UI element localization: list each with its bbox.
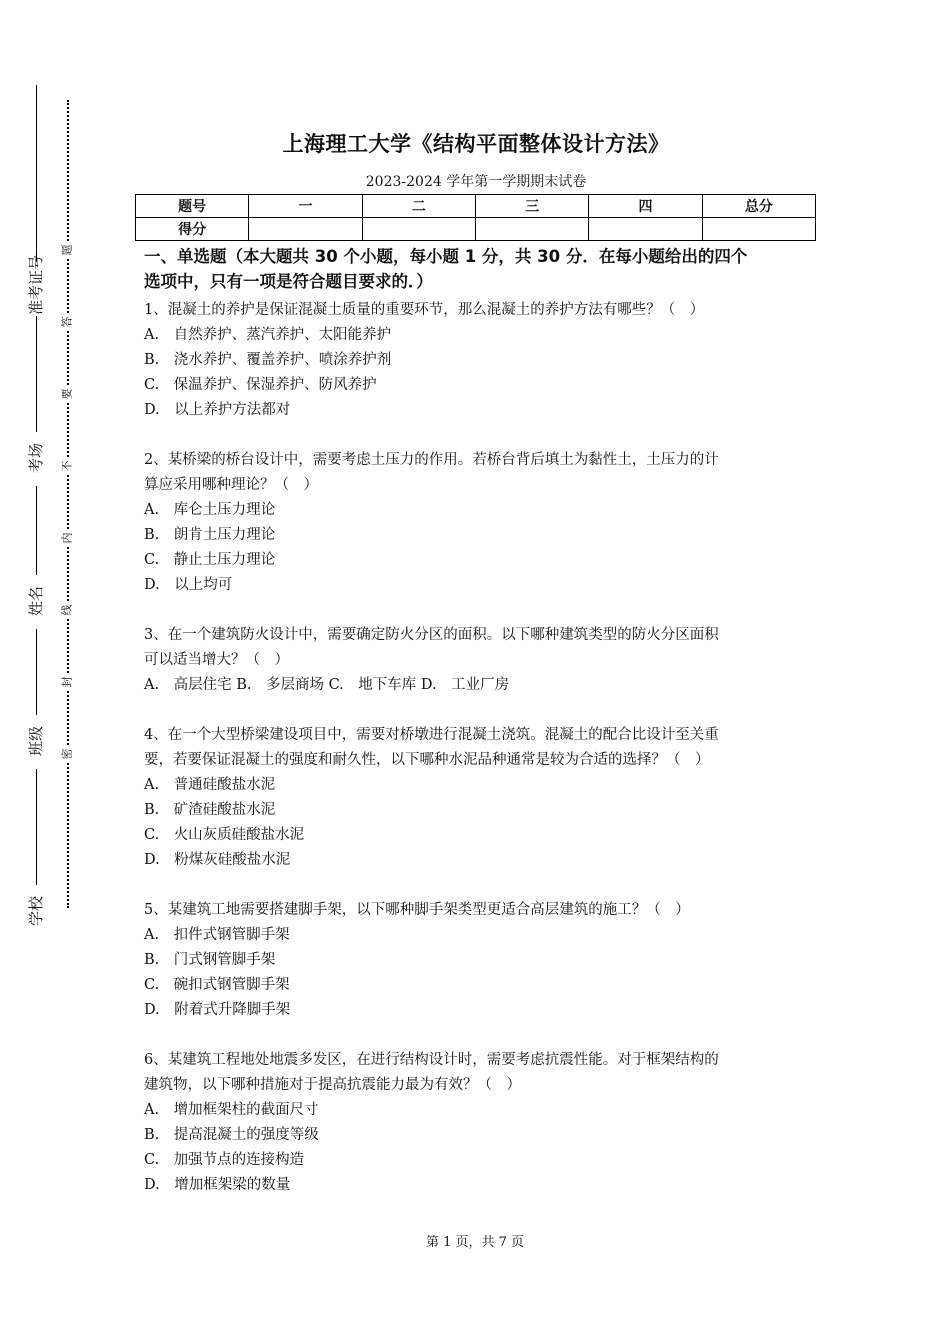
score-cell: 一 [249,195,362,218]
question-2 [144,448,814,598]
section-heading-line: 一、单选题（本大题共 30 个小题，每小题 1 分，共 30 分．在每小题给出的四个 [144,247,748,266]
score-input-cell[interactable] [249,218,362,241]
question-stem: 4、在一个大型桥梁建设项目中，需要对桥墩进行混凝土浇筑。混凝土的配合比设计至关重 [144,727,719,743]
seal-char: 不 [58,457,76,475]
question-stem: 2、某桥梁的桥台设计中，需要考虑土压力的作用。若桥台背后填土为黏性土，土压力的计 [144,452,719,468]
option-a: A. 普通硅酸盐水泥 [144,777,276,793]
question-4 [144,723,814,873]
seal-dotted-line [67,100,69,908]
option-c: C. 静止土压力理论 [144,552,276,568]
question-stem: 6、某建筑工程地处地震多发区，在进行结构设计时，需要考虑抗震性能。对于框架结构的 [144,1052,719,1068]
question-section [144,244,814,1198]
score-table-score-row [136,218,816,241]
label-exam-room: 考场 [18,432,54,486]
label-name: 姓名 [18,575,54,629]
score-cell: 总分 [702,195,815,218]
option-d: D. 附着式升降脚手架 [144,1002,291,1018]
option-b: B. 门式钢管脚手架 [144,952,276,968]
option-b: B. 矿渣硅酸盐水泥 [144,802,276,818]
score-input-cell[interactable] [475,218,588,241]
section-heading [144,244,814,294]
option-c: C. 加强节点的连接构造 [144,1152,305,1168]
options-inline: A. 高层住宅 B. 多层商场 C. 地下车库 D. 工业厂房 [144,677,510,693]
option-d: D. 以上养护方法都对 [144,402,291,418]
question-5 [144,898,814,1023]
option-c: C. 碗扣式钢管脚手架 [144,977,290,993]
seal-char: 内 [58,529,76,547]
option-a: A. 自然养护、蒸汽养护、太阳能养护 [144,327,392,343]
question-stem: 建筑物，以下哪种措施对于提高抗震能力最为有效？（ ） [144,1077,521,1093]
binding-solid-line [36,85,37,925]
option-b: B. 朗肯土压力理论 [144,527,276,543]
question-stem: 5、某建筑工地需要搭建脚手架，以下哪种脚手架类型更适合高层建筑的施工？（ ） [144,902,690,918]
exam-title: 上海理工大学《结构平面整体设计方法》 [282,132,670,156]
option-b: B. 提高混凝土的强度等级 [144,1127,319,1143]
label-class: 班级 [18,715,54,769]
score-table-header-row [136,195,816,218]
question-stem: 1、混凝土的养护是保证混凝土质量的重要环节，那么混凝土的养护方法有哪些？（ ） [144,302,705,318]
label-school: 学校 [18,885,54,939]
option-d: D. 粉煤灰硅酸盐水泥 [144,852,291,868]
question-1 [144,298,814,423]
option-c: C. 火山灰质硅酸盐水泥 [144,827,305,843]
option-a: A. 增加框架柱的截面尺寸 [144,1102,319,1118]
score-input-cell[interactable] [702,218,815,241]
option-a: A. 库仑土压力理论 [144,502,276,518]
score-cell: 二 [362,195,475,218]
question-stem: 3、在一个建筑防火设计中，需要确定防火分区的面积。以下哪种建筑类型的防火分区面积 [144,627,719,643]
question-3 [144,623,814,698]
option-a: A. 扣件式钢管脚手架 [144,927,290,943]
score-table [135,194,816,241]
section-heading-line: 选项中，只有一项是符合题目要求的．） [144,272,433,291]
seal-char: 线 [58,601,76,619]
option-d: D. 以上均可 [144,577,233,593]
seal-char: 封 [58,673,76,691]
score-cell: 题号 [136,195,249,218]
score-cell: 四 [589,195,702,218]
seal-char: 答 [58,313,76,331]
option-b: B. 浇水养护、覆盖养护、喷涂养护剂 [144,352,392,368]
score-cell: 得分 [136,218,249,241]
question-stem: 算应采用哪种理论？（ ） [144,477,318,493]
label-exam-number: 准考证号 [18,262,54,316]
score-cell: 三 [475,195,588,218]
seal-char: 要 [58,385,76,403]
question-stem: 要，若要保证混凝土的强度和耐久性，以下哪种水泥品种通常是较为合适的选择？（ ） [144,752,710,768]
score-input-cell[interactable] [589,218,702,241]
page-number: 第 1 页，共 7 页 [425,1235,525,1250]
question-stem: 可以适当增大？（ ） [144,652,289,668]
score-input-cell[interactable] [362,218,475,241]
option-d: D. 增加框架梁的数量 [144,1177,291,1193]
binding-margin [0,0,110,1344]
seal-char: 密 [58,745,76,763]
option-c: C. 保温养护、保湿养护、防风养护 [144,377,377,393]
question-6 [144,1048,814,1198]
exam-subtitle: 2023-2024 学年第一学期期末试卷 [365,174,587,190]
seal-char: 题 [58,241,76,259]
